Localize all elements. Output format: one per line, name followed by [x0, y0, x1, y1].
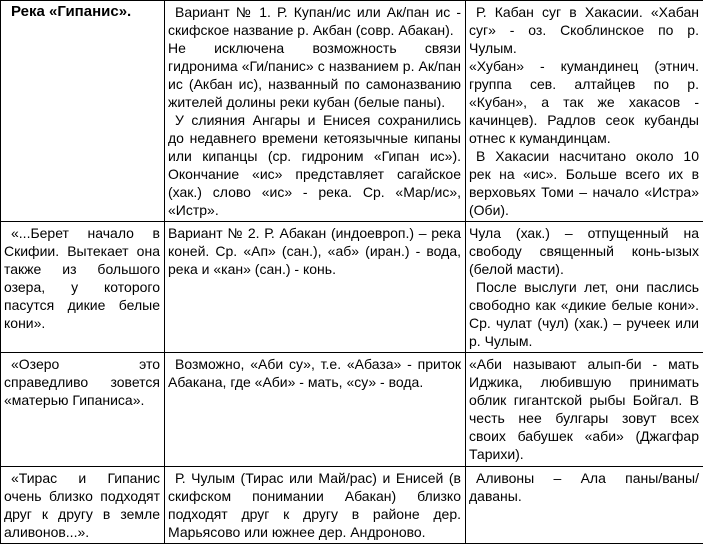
table-row — [1, 353, 703, 467]
paragraph: Р. Чулым (Тирас или Май/рас) и Енисей (в скифском понимании Абакан) близко подходят друг к другу в районе дер. Марьясово или южнее дер. Андроново. — [168, 469, 461, 541]
table-cell-r2c3 — [466, 222, 703, 353]
paragraph: Вариант № 2. Р. Абакан (индоевроп.) – река коней. Ср. «Ап» (сан.), «аб» (иран.) - вода, река и «кан» (сан.) - конь. — [168, 224, 461, 278]
paragraph: Возможно, «Аби су», т.е. «Абаза» - приток Абакана, где «Аби» - мать, «су» - вода. — [168, 355, 461, 391]
paragraph: Река «Гипанис». — [4, 3, 160, 21]
paragraph: Р. Кабан суг в Хакасии. «Хабан суг» - оз. Скоблинское по р. Чулым. — [469, 3, 699, 57]
table-cell-r4c2 — [165, 467, 466, 544]
table-body — [1, 1, 703, 544]
paragraph: «Тирас и Гипанис очень близко подходят друг к другу в земле аливонов...». — [4, 469, 160, 541]
table-cell-r1c1 — [1, 1, 165, 222]
paragraph: «Хубан» - кумандинец (этнич. группа сев. алтайцев по р. «Кубан», а так же хакасов - качинцев). Радлов сеок кубанды отнес к кумандинцам. — [469, 57, 699, 147]
paragraph: После выслуги лет, они паслись свободно как «дикие белые кони». Ср. чулат (чул) (хак.) – ручеек или р. Чулым. — [469, 278, 699, 350]
table-cell-r3c2 — [165, 353, 466, 467]
table-cell-r4c1 — [1, 467, 165, 544]
paragraph: В Хакасии насчитано около 10 рек на «ис». Больше всего их в верховьях Томи – начало «Истра» (Оби). — [469, 147, 699, 219]
paragraph: У слияния Ангары и Енисея сохранились до недавнего времени кетоязычные кипаны или кипанцы (ср. гидроним «Гипан ис»). Окончание «ис» представляет сагайское (хак.) слово «ис» - река. Ср. «Мар/ис», «Истр». — [168, 111, 461, 219]
paragraph: «Озеро это справедливо зовется «матерью Гипаниса». — [4, 355, 160, 409]
table-cell-r3c3 — [466, 353, 703, 467]
paragraph: «...Берет начало в Скифии. Вытекает она также из большого озера, у которого пасутся дикие белые кони». — [4, 224, 160, 332]
paragraph: Не исключена возможность связи гидронима «Ги/панис» с названием р. Ак/пан ис (Акбан ис), названный по самоназванию жителей долины реки кубан (белые паны). — [168, 39, 461, 111]
table-cell-r1c3 — [466, 1, 703, 222]
paragraph: «Аби называют алып-би - мать Иджика, любившую принимать облик гигантской рыбы Бойгал. В честь нее булгары зовут всех своих бабушек «аби» (Джагфар Тарихи). — [469, 355, 699, 463]
paragraph: Вариант № 1. Р. Купан/ис или Ак/пан ис - скифское название р. Акбан (совр. Абакан). — [168, 3, 461, 39]
table-cell-r2c2 — [165, 222, 466, 353]
table-cell-r2c1 — [1, 222, 165, 353]
table-row — [1, 1, 703, 222]
table-row — [1, 222, 703, 353]
table-cell-r4c3 — [466, 467, 703, 544]
table-row — [1, 467, 703, 544]
table-cell-r3c1 — [1, 353, 165, 467]
table-cell-r1c2 — [165, 1, 466, 222]
paragraph: Аливоны – Ала паны/ваны/даваны. — [469, 469, 699, 505]
paragraph: Чула (хак.) – отпущенный на свободу священный конь-ызых (белой масти). — [469, 224, 699, 278]
